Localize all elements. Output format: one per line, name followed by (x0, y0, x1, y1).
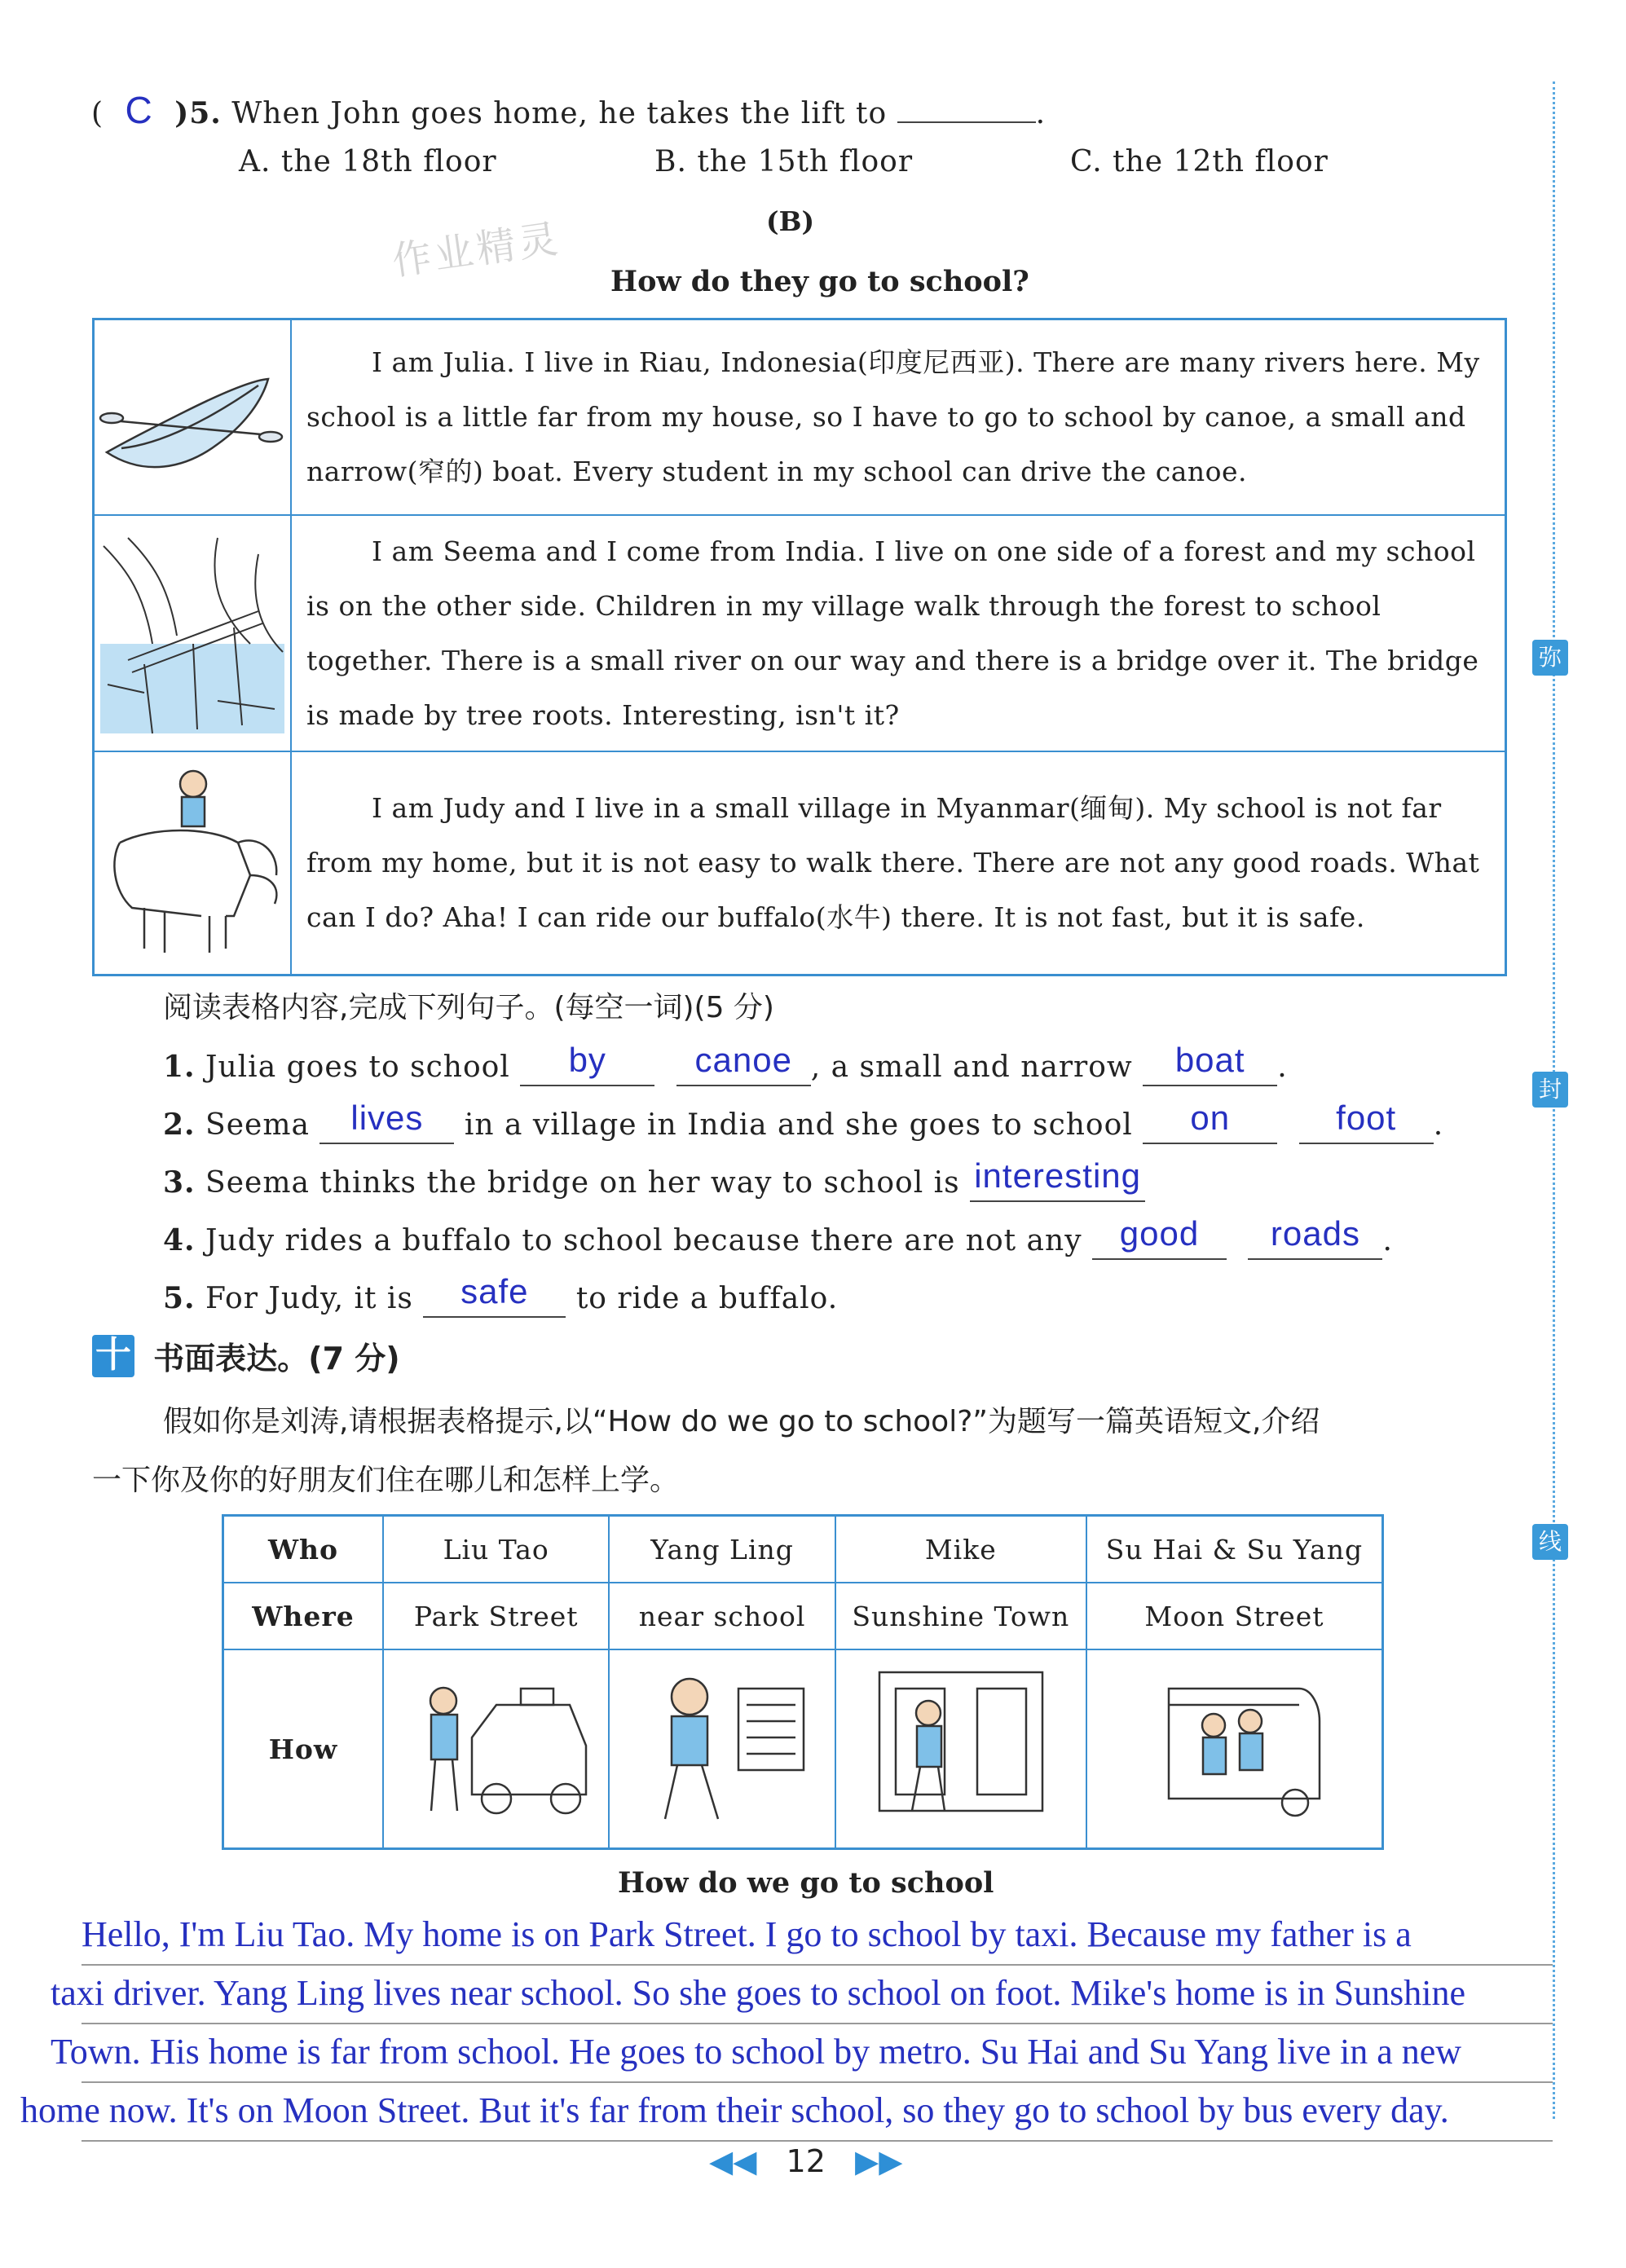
who-cell: Mike (835, 1516, 1086, 1583)
essay-answer (20, 1907, 1597, 2142)
bus-picture (1086, 1649, 1383, 1849)
watermark: 作业精灵 (389, 215, 564, 285)
table-row (223, 1583, 1383, 1649)
essay-title: How do we go to school (618, 1866, 994, 1900)
section-b-label: (B) (766, 205, 815, 237)
table-row (94, 751, 1506, 975)
answer-blank: on (1143, 1103, 1277, 1144)
where-cell: Sunshine Town (835, 1583, 1086, 1649)
where-cell: near school (609, 1583, 835, 1649)
where-cell: Moon Street (1086, 1583, 1383, 1649)
writing-prompt-1: 假如你是刘涛,请根据表格提示,以“How do we go to school?”为题写一篇英语短文,介绍 (163, 1405, 1320, 1438)
sentence-5: 5. For Judy, it is safe to ride a buffalo. (163, 1277, 838, 1318)
q5-number: )5. (174, 96, 222, 130)
passage-julia: I am Julia. I live in Riau, Indonesia(印度尼西亚). There are many rivers here. My school is a little far from my house, so I have to go to school by canoe, a small and narrow(窄的) boat. Every student in my school can drive the canoe. (291, 319, 1506, 515)
page-footer (709, 2143, 902, 2179)
info-table (222, 1514, 1384, 1850)
table-row (223, 1649, 1383, 1849)
section-b-title: How do they go to school? (610, 265, 1029, 298)
writing-prompt-2: 一下你及你的好朋友们住在哪儿和怎样上学。 (92, 1464, 680, 1497)
instructions: 阅读表格内容,完成下列句子。(每空一词)(5 分) (163, 991, 774, 1024)
sentence-3: 3. Seema thinks the bridge on her way to school is interesting (163, 1161, 1145, 1202)
metro-picture (835, 1649, 1086, 1849)
table-row (223, 1516, 1383, 1583)
root-bridge-illustration (94, 515, 292, 751)
who-label: Who (223, 1516, 384, 1583)
who-cell: Yang Ling (609, 1516, 835, 1583)
sentence-1: 1. Julia goes to school by canoe , a small and narrow boat . (163, 1046, 1288, 1086)
side-tag: 线 (1532, 1524, 1568, 1560)
where-cell: Park Street (383, 1583, 609, 1649)
page-number: 12 (786, 2143, 826, 2179)
reading-table (92, 318, 1507, 976)
prev-arrow-icon: ◀◀ (709, 2143, 757, 2179)
q5-option-b: B. the 15th floor (654, 145, 914, 178)
answer-blank: good (1092, 1219, 1227, 1260)
canoe-illustration (94, 319, 292, 515)
answer-blank: foot (1299, 1103, 1434, 1144)
q5-prompt: When John goes home, he takes the lift to (231, 97, 888, 130)
where-label: Where (223, 1583, 384, 1649)
essay-line: Town. His home is far from school. He goes to school by metro. Su Hai and Su Yang live in a new (82, 2024, 1553, 2083)
table-row (94, 319, 1506, 515)
answer-blank: canoe (676, 1046, 811, 1086)
how-label: How (223, 1649, 384, 1849)
answer-blank: lives (319, 1103, 454, 1144)
q5-blank (897, 121, 1036, 123)
next-arrow-icon: ▶▶ (855, 2143, 903, 2179)
sentence-4: 4. Judy rides a buffalo to school because there are not any good roads . (163, 1219, 1393, 1260)
sentence-2: 2. Seema lives in a village in India and she goes to school on foot . (163, 1103, 1443, 1144)
answer-blank: safe (423, 1277, 566, 1318)
answer-blank: roads (1248, 1219, 1382, 1260)
walking-picture (609, 1649, 835, 1849)
passage-judy: I am Judy and I live in a small village in Myanmar(缅甸). My school is not far from my home, but it is not easy to walk there. There are not any good roads. What can I do? Aha! I can ride our buffalo(水牛) there. It is not fast, but it is safe. (291, 751, 1506, 975)
q5-option-c: C. the 12th floor (1070, 145, 1329, 178)
who-cell: Liu Tao (383, 1516, 609, 1583)
answer-blank: boat (1143, 1046, 1277, 1086)
answer-blank: interesting (970, 1161, 1145, 1202)
side-tag: 封 (1532, 1072, 1568, 1108)
who-cell: Su Hai & Su Yang (1086, 1516, 1383, 1583)
writing-heading: 十 书面表达。(7 分) (92, 1333, 400, 1378)
question-5: ( C )5. When John goes home, he takes the lift to . (91, 89, 1047, 131)
taxi-picture (383, 1649, 609, 1849)
plus-icon: 十 (92, 1335, 134, 1377)
essay-line: taxi driver. Yang Ling lives near school. So she goes to school on foot. Mike's home is in Sunshine (82, 1966, 1553, 2024)
table-row (94, 515, 1506, 751)
answer-blank: by (520, 1046, 654, 1086)
q5-answer: C (125, 89, 153, 131)
buffalo-illustration (94, 751, 292, 975)
q5-option-a: A. the 18th floor (239, 145, 497, 178)
side-tag: 弥 (1532, 640, 1568, 676)
passage-seema: I am Seema and I come from India. I live on one side of a forest and my school is on the other side. Children in my village walk through the forest to school together. There is a small river on our way and there is a bridge over it. The bridge is made by tree roots. Interesting, isn't it? (291, 515, 1506, 751)
essay-line: Hello, I'm Liu Tao. My home is on Park Street. I go to school by taxi. Because my father is a (82, 1907, 1553, 1966)
essay-line: home now. It's on Moon Street. But it's far from their school, so they go to school by bus every day. (82, 2083, 1553, 2142)
